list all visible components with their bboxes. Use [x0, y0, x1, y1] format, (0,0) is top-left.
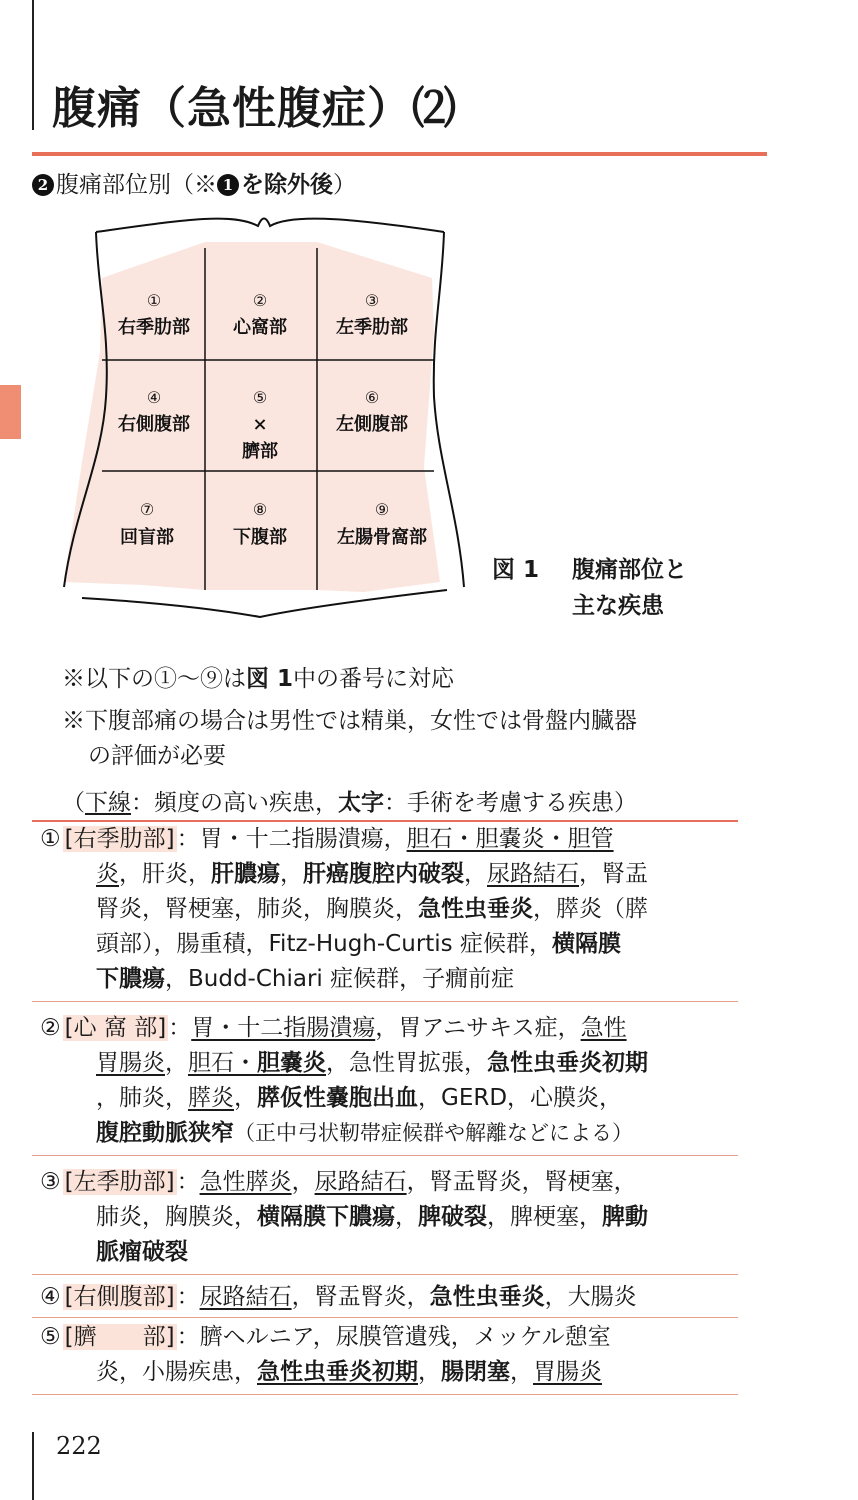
- region-4-number: ④: [146, 388, 162, 407]
- entry-1-region: [右季肋部]: [64, 826, 175, 852]
- entry-4-surgical: 急性虫垂炎: [429, 1284, 545, 1310]
- entry-5-text: ，: [510, 1359, 533, 1385]
- region-1-number: ①: [146, 291, 162, 310]
- entry-4-region: [右側腹部]: [64, 1284, 175, 1310]
- entry-3-surgical: 脈瘤破裂: [96, 1239, 188, 1265]
- entry-2-common: 胃・十二指腸潰瘍: [191, 1015, 376, 1041]
- chapter-tab: [0, 385, 21, 439]
- region-9-label: 左腸骨窩部: [337, 527, 427, 548]
- entry-2-surgical: 膵仮性嚢胞出血: [257, 1085, 418, 1111]
- entry-2-common-surgical: 胆嚢炎: [257, 1050, 326, 1076]
- entry-3-number: ③: [40, 1169, 61, 1195]
- entry-1-text: ，: [280, 861, 303, 887]
- entry-3-surgical: 脾動: [602, 1204, 648, 1230]
- entry-4-common: 尿路結石: [199, 1284, 292, 1310]
- region-2-number: ②: [252, 291, 268, 310]
- region-5-label: 臍部: [242, 441, 278, 462]
- region-3-label: 左季肋部: [336, 317, 408, 338]
- entry-1-text: ，Budd-Chiari 症候群，子癇前症: [165, 966, 515, 992]
- entry-2-text: ，肺炎，: [96, 1085, 188, 1111]
- entry-3-text: 肺炎，胸膜炎，: [96, 1204, 257, 1230]
- entry-1-text: ，膵炎（膵: [533, 896, 648, 922]
- note1-text: ※以下の①〜⑨は: [62, 666, 246, 692]
- navel-marker: ×: [252, 414, 268, 435]
- entry-1-surgical: 横隔膜: [551, 931, 621, 957]
- region-7-label: 回盲部: [120, 527, 174, 548]
- region-5-number: ⑤: [252, 388, 268, 407]
- note-lower-abdomen-cont: の評価が必要: [88, 743, 226, 769]
- entry-4-text: ，腎盂腎炎，: [291, 1284, 430, 1310]
- entry-1-surgical: 肝癌腹腔内破裂: [303, 861, 464, 887]
- entry-2-common: 膵炎: [188, 1085, 234, 1111]
- region-1-label: 右季肋部: [118, 317, 190, 338]
- entry-3-text: ，脾梗塞，: [487, 1204, 602, 1230]
- section-heading-close: ）: [333, 172, 356, 198]
- note1-figure-ref: 図 1: [246, 666, 294, 692]
- entry-epigastric: [32, 1011, 738, 1156]
- entry-5-common-surgical: 急性虫垂炎初期: [257, 1359, 418, 1385]
- region-8-number: ⑧: [252, 500, 268, 519]
- margin-rule-top: [32, 0, 34, 130]
- entry-2-region: [心 窩 部]: [64, 1015, 167, 1041]
- section-heading: [32, 166, 356, 199]
- region-4-label: 右側腹部: [118, 414, 190, 435]
- entry-1-text: ，: [464, 861, 487, 887]
- entry-1-surgical: 下膿瘍: [96, 966, 165, 992]
- section-heading-text: 腹痛部位別（※: [56, 172, 217, 198]
- entry-1-text: ，腎盂: [579, 861, 648, 887]
- legend-underline-desc: ：頻度の高い疾患，: [131, 790, 338, 816]
- entry-4-text: ：: [176, 1284, 200, 1310]
- entry-2-surgical: 腹腔動脈狭窄: [96, 1120, 234, 1146]
- entry-4-text: ，大腸炎: [544, 1284, 637, 1310]
- region-2-label: 心窩部: [233, 317, 287, 338]
- entry-2-text: ，: [234, 1085, 257, 1111]
- entry-3-text: ，: [395, 1204, 418, 1230]
- note1-text-end: 中の番号に対応: [293, 666, 455, 692]
- entry-2-text: （正中弓状靭帯症候群や解離などによる）: [234, 1121, 633, 1145]
- entry-2-text: ，GERD，心膜炎，: [418, 1085, 623, 1111]
- legend-open: （: [62, 790, 85, 816]
- entry-2-common: 胆石・: [188, 1050, 257, 1076]
- entry-1-common: 胆石・胆嚢炎・胆管: [406, 826, 614, 852]
- entry-5-number: ⑤: [40, 1324, 61, 1350]
- entry-1-common: 炎: [96, 861, 119, 887]
- entry-1-text: ：胃・十二指腸潰瘍，: [176, 826, 407, 852]
- region-7-number: ⑦: [139, 500, 155, 519]
- entry-5-text: ：臍ヘルニア，尿膜管遺残，メッケル憩室: [176, 1324, 611, 1350]
- entry-3-surgical: 脾破裂: [418, 1204, 487, 1230]
- entry-2-text: ，胃アニサキス症，: [375, 1015, 581, 1041]
- legend: [62, 784, 637, 817]
- legend-underline-key: 下線: [85, 790, 131, 816]
- entry-2-common: 急性: [580, 1015, 627, 1041]
- entry-1-surgical: 肝膿瘍: [211, 861, 280, 887]
- entry-4-number: ④: [40, 1284, 61, 1310]
- entry-right-hypochondrium: [32, 822, 738, 1002]
- figure-label: 図 1: [492, 557, 540, 583]
- pelvis-curve: [82, 590, 447, 617]
- entry-3-text: ，: [291, 1169, 315, 1195]
- entry-3-region: [左季肋部]: [64, 1169, 175, 1195]
- entry-2-text: ，: [165, 1050, 188, 1076]
- entry-5-region: [臍 部]: [64, 1324, 175, 1350]
- entry-1-text: 頭部），腸重積，Fitz-Hugh-Curtis 症候群，: [96, 931, 552, 957]
- legend-bold-desc: ：手術を考慮する疾患）: [384, 790, 637, 816]
- entry-1-text: 腎炎，腎梗塞，肺炎，胸膜炎，: [96, 896, 418, 922]
- legend-bold-key: 太字: [338, 790, 384, 816]
- reference-number-badge: 1: [217, 174, 239, 196]
- entry-1-number: ①: [40, 826, 61, 852]
- entry-1-common: 尿路結石: [487, 861, 579, 887]
- entry-3-common: 急性膵炎: [199, 1169, 292, 1195]
- section-heading-bold: を除外後: [241, 172, 333, 198]
- figure-caption: [492, 552, 687, 624]
- title-underline: [32, 152, 767, 156]
- entry-2-surgical: 急性虫垂炎初期: [487, 1050, 648, 1076]
- body-outline-right: [434, 232, 464, 587]
- entry-umbilical: [32, 1320, 738, 1395]
- region-9-number: ⑨: [374, 500, 390, 519]
- note-region-mapping: [62, 660, 454, 693]
- entry-2-number: ②: [40, 1015, 61, 1041]
- region-6-number: ⑥: [364, 388, 380, 407]
- entry-3-text: ：: [176, 1169, 200, 1195]
- entry-1-surgical: 急性虫垂炎: [418, 896, 533, 922]
- entry-5-surgical: 腸閉塞: [441, 1359, 510, 1385]
- region-6-label: 左側腹部: [336, 414, 408, 435]
- section-number-badge: 2: [32, 174, 54, 196]
- page-number: 222: [56, 1432, 102, 1460]
- page-title: 腹痛（急性腹症）⑵: [52, 83, 457, 134]
- entry-right-flank: [32, 1280, 738, 1318]
- figure-caption-line1: 腹痛部位と: [572, 557, 687, 583]
- margin-rule-bottom: [32, 1432, 34, 1500]
- entry-2-common: 胃腸炎: [96, 1050, 165, 1076]
- entry-left-hypochondrium: [32, 1165, 738, 1275]
- note-lower-abdomen: ※下腹部痛の場合は男性では精巣，女性では骨盤内臓器: [62, 708, 637, 734]
- abdomen-region-diagram: [62, 212, 472, 622]
- entry-2-text: ：: [168, 1015, 192, 1041]
- entry-3-text: ，腎盂腎炎，腎梗塞，: [406, 1169, 637, 1195]
- region-3-number: ③: [364, 291, 380, 310]
- entry-2-text: ，急性胃拡張，: [326, 1050, 487, 1076]
- figure-caption-line2: 主な疾患: [572, 593, 664, 619]
- neck-notch: [96, 219, 444, 233]
- entry-1-text: ，肝炎，: [119, 861, 211, 887]
- entry-5-common: 胃腸炎: [533, 1359, 602, 1385]
- entry-5-text: 炎，小腸疾患，: [96, 1359, 257, 1385]
- entry-3-common: 尿路結石: [314, 1169, 407, 1195]
- region-8-label: 下腹部: [233, 527, 287, 548]
- entry-3-surgical: 横隔膜下膿瘍: [257, 1204, 395, 1230]
- entry-5-text: ，: [418, 1359, 441, 1385]
